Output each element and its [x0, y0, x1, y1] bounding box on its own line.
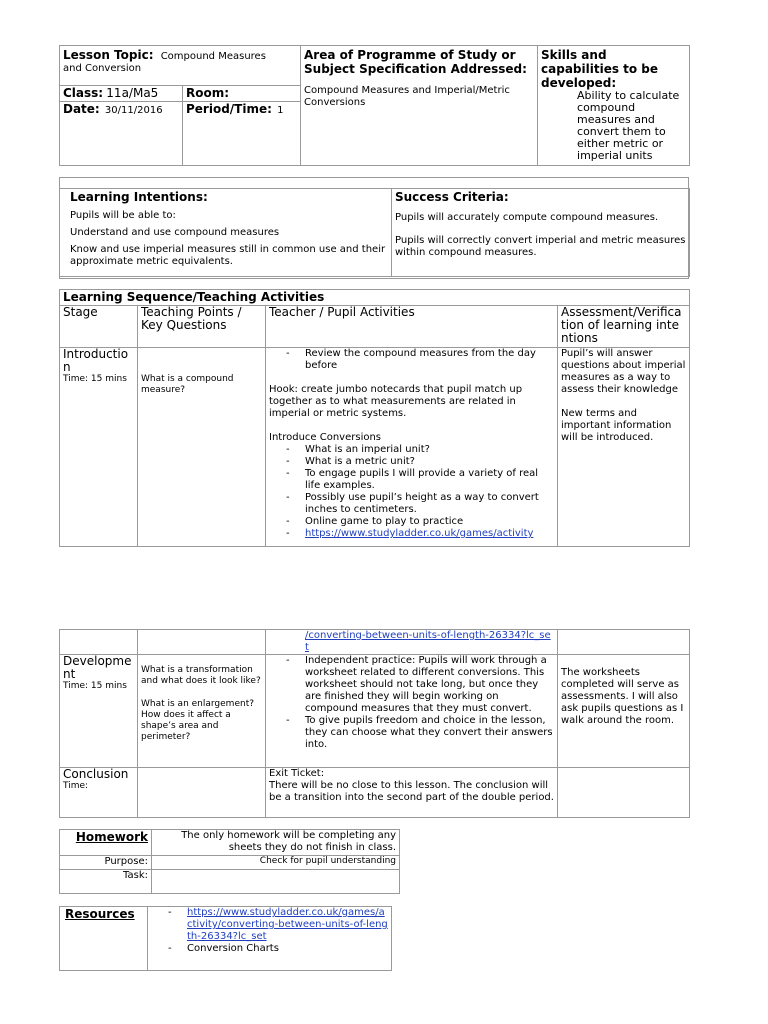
intro-activities-cell [266, 348, 558, 547]
intro-stage-cell [60, 348, 138, 547]
dev-question: What is a transformation and what does it look like? [141, 665, 261, 686]
intention-line: Understand and use compound measures [70, 227, 280, 238]
studyladder-link[interactable]: https://www.studyladder.co.uk/games/activity [305, 528, 534, 539]
conclusion-time: Time: [63, 781, 89, 791]
intention-line: Know and use imperial measures still in common use and their approximate metric equivalents. [70, 244, 386, 267]
assessment-text: The worksheets completed will serve as assessments. I will also ask pupils questions as I walk around the room. [561, 667, 684, 726]
homework-label-cell [60, 830, 152, 856]
date-cell [60, 102, 183, 166]
skills-heading: Skills and capabilities to be developed: [541, 48, 659, 90]
skills-cell [538, 46, 690, 166]
conclusion-stage-cell [60, 768, 138, 818]
area-text: Compound Measures and Imperial/Metric Conversions [304, 85, 510, 108]
resource-item: - Conversion Charts [151, 943, 388, 955]
resource-link[interactable]: https://www.studyladder.co.uk/games/activity/converting-between-units-of-length-26334?lc_set [187, 907, 388, 942]
success-cell [392, 189, 690, 277]
resources-list-cell [148, 907, 392, 971]
success-heading: Success Criteria: [395, 190, 509, 204]
dev-activities-cell [266, 655, 558, 768]
intro-assessment-cell [558, 348, 690, 547]
task-value [152, 870, 400, 894]
resources-table [59, 906, 392, 971]
studyladder-link-continued[interactable]: /converting-between-units-of-length-26334?lc_set [305, 630, 551, 653]
conversions-heading: Introduce Conversions [269, 432, 382, 443]
sequence-heading: Learning Sequence/Teaching Activities [63, 290, 325, 304]
class-cell [60, 86, 183, 102]
hook-text: Hook: create jumbo notecards that pupil match up together as to what measurements are related in imperial or metric systems. [269, 384, 523, 419]
resources-label-cell [60, 907, 148, 971]
room-label: Room: [186, 86, 230, 100]
sequence-table-continued [59, 629, 690, 818]
assessment-text: New terms and important information will be introduced. [561, 408, 672, 443]
date-value: 30/11/2016 [104, 105, 163, 116]
class-label: Class: [63, 86, 104, 100]
period-cell [183, 102, 301, 166]
dev-time: Time: 15 mins [63, 681, 127, 691]
resource-item [151, 907, 388, 943]
activity-item: - To give pupils freedom and choice in the lesson, they can choose what they convert their answers into. [269, 715, 554, 751]
activity-link-item [269, 528, 554, 540]
col-points-header: Teaching Points / Key Questions [138, 306, 266, 348]
period-value: 1 [277, 105, 284, 116]
sequence-table [59, 289, 690, 547]
date-label: Date: [63, 102, 100, 116]
homework-label: Homework [75, 830, 148, 844]
class-value: 11a/Ma5 [106, 86, 159, 100]
activity-item: - What is an imperial unit? [269, 444, 554, 456]
lesson-topic-label: Lesson Topic: [63, 48, 154, 62]
homework-text: The only homework will be completing any sheets they do not finish in class. [152, 830, 400, 856]
intention-line: Pupils will be able to: [70, 210, 176, 221]
activity-item: - To engage pupils I will provide a variety of real life examples. [269, 468, 554, 492]
sequence-heading-cell [60, 290, 690, 306]
skills-text: Ability to calculate compound measures and convert them to either metric or imperial units [577, 89, 680, 162]
purpose-label: Purpose: [60, 856, 152, 870]
lesson-topic-cell [60, 46, 301, 86]
activity-item: - What is a metric unit? [269, 456, 554, 468]
dev-question-cell [138, 655, 266, 768]
lesson-header-table [59, 45, 690, 166]
intro-question: What is a compound measure? [141, 374, 234, 395]
assessment-text: Pupil’s will answer questions about imperial measures as a way to assess their knowledge [561, 348, 686, 395]
activity-item: - Online game to play to practice [269, 516, 554, 528]
activity-item: - Review the compound measures from the day before [269, 348, 554, 372]
link-continuation-cell [266, 630, 558, 655]
lesson-topic-value-2: and Conversion [63, 63, 142, 74]
dev-question: What is an enlargement? How does it affect a shape’s area and perimeter? [141, 699, 255, 742]
room-cell [183, 86, 301, 102]
homework-table [59, 829, 400, 894]
activity-item: - Possibly use pupil’s height as a way to convert inches to centimeters. [269, 492, 554, 516]
conclusion-text: Exit Ticket: There will be no close to this lesson. The conclusion will be a transition into the second part of the double period. [266, 768, 558, 818]
success-line: Pupils will accurately compute compound measures. [395, 212, 659, 223]
lesson-topic-value: Compound Measures [160, 51, 266, 62]
col-assessment-header: Assessment/Verification of learning intentions [558, 306, 690, 348]
intentions-table [59, 188, 690, 277]
dev-assessment-cell [558, 655, 690, 768]
dev-stage-label: Development [63, 654, 132, 681]
intro-stage-label: Introduction [63, 347, 129, 374]
col-stage-header: Stage [60, 306, 138, 348]
intro-question-cell [138, 348, 266, 547]
area-cell [301, 46, 538, 166]
area-heading: Area of Programme of Study or Subject Specification Addressed: [304, 48, 527, 76]
conclusion-stage-label: Conclusion [63, 767, 129, 781]
period-label: Period/Time: [186, 102, 272, 116]
intentions-heading: Learning Intentions: [70, 190, 208, 204]
dev-stage-cell [60, 655, 138, 768]
task-label: Task: [60, 870, 152, 894]
activity-item: - Independent practice: Pupils will work through a worksheet related to different conversions. This worksheet should not take long, but once they are finished they will begin working on compound measures that they must convert. [269, 655, 554, 715]
intentions-cell [60, 189, 392, 277]
col-activities-header: Teacher / Pupil Activities [266, 306, 558, 348]
purpose-text: Check for pupil understanding [152, 856, 400, 870]
intro-time: Time: 15 mins [63, 374, 127, 384]
resources-label: Resources [65, 907, 135, 921]
success-line: Pupils will correctly convert imperial and metric measures within compound measures. [395, 235, 686, 258]
